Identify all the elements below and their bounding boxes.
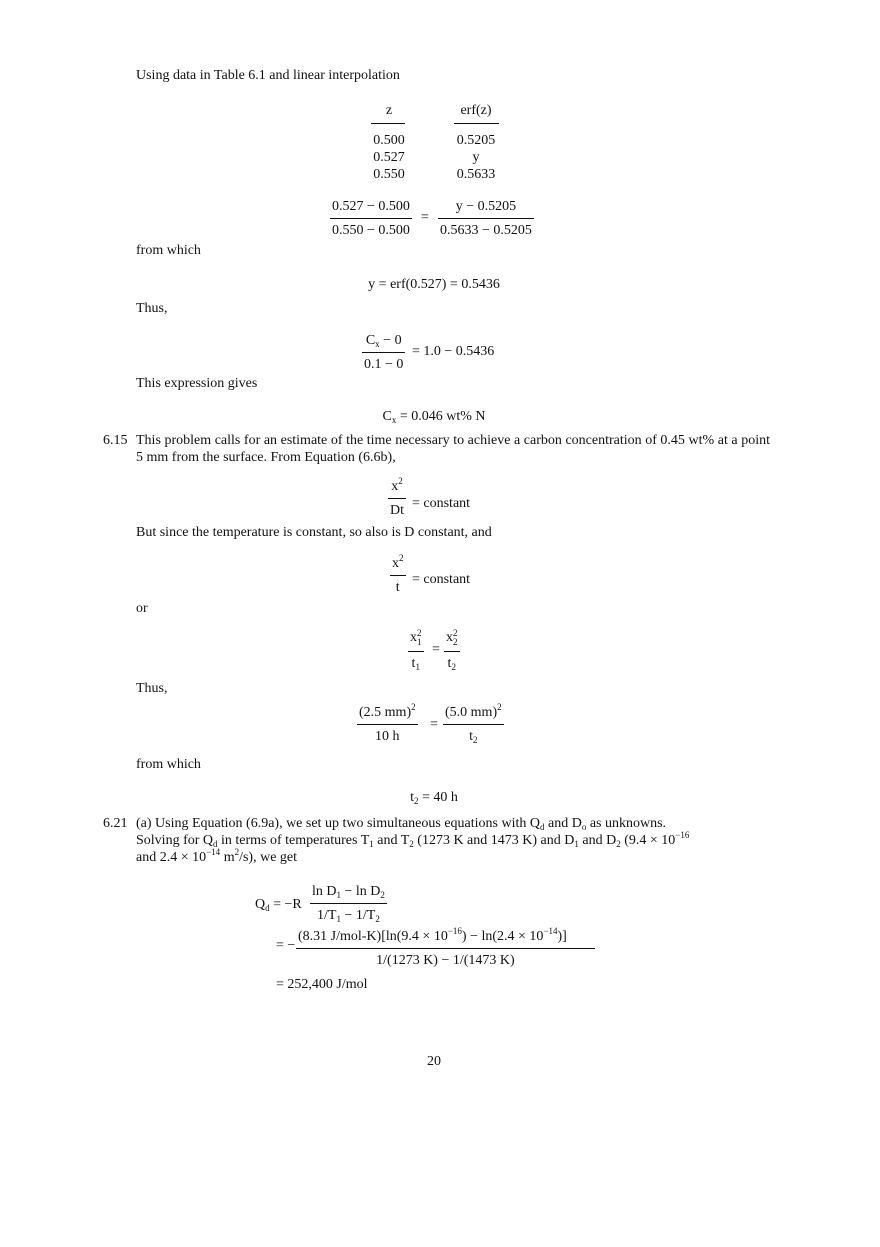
interp-rhs-fraction: $\frac{y - 0.5205}{0.5633 - 0.5205}$ [440, 199, 532, 238]
table-header-z: z [385, 103, 393, 118]
intro-text: Using data in Table 6.1 and linear interpolation [136, 68, 400, 83]
erf-result: y = erf(0.527) = 0.5436 [368, 277, 500, 292]
eq1-fraction: $\frac{x^2}{Dt}$ [390, 476, 404, 518]
qd-fraction-2: (8.31 $J/mol-K)[\ln(9.4 \times 10^{-16}) - \ln(2.4 \times 10^{-14})]$ 1/(1273 K) − 1/(1473 K) [296, 930, 595, 968]
but-since-text: But since the temperature is constant, so also is D constant, and [136, 525, 492, 540]
eq1-rhs: = constant [412, 496, 471, 511]
page-number: 20 [427, 1054, 441, 1069]
table-cell: y [472, 150, 480, 165]
table-cell: 0.500 [373, 133, 405, 148]
qd-eq2-prefix: = − [276, 938, 296, 953]
eq3-equals: = [432, 642, 440, 657]
interp-equals: = [421, 210, 429, 225]
problem-6-21-line-2: Solving for $Q_d$ in terms of temperatures $T_1$ and $T_2$ (1273 K and 1473 K) and $D_1$ and $D_2$ ($9.4 \times 10^{-16}$ [136, 830, 690, 849]
expression-gives-text: This expression gives [136, 376, 258, 391]
eq2-rhs: = constant [412, 572, 471, 587]
table-cell: 0.527 [373, 150, 405, 165]
eq4-equals: = [430, 717, 438, 732]
cx-rhs: = 1.0 − 0.5436 [412, 344, 495, 359]
eq4-lhs-fraction: $\frac{(2.5 mm)^2}{10 h}$ [359, 702, 416, 744]
problem-6-15-text: This problem calls for an estimate of the time necessary to achieve a carbon concentration of 0.45 wt% at a point 5 mm from the surface. From Equation (6.6b), [136, 433, 770, 465]
table-cell: 0.5205 [456, 133, 496, 148]
table-cell: 0.550 [373, 167, 405, 182]
cx-fraction: $\frac{C_x - 0}{0.1 - 0}$ [364, 333, 404, 372]
table-rule-erf [454, 123, 499, 124]
from-which-text-2: from which [136, 757, 201, 772]
interp-lhs-fraction: $\frac{0.527 - 0.500}{0.550 - 0.500}$ [332, 199, 410, 238]
qd-result: = 252,400 J/mol [276, 977, 368, 992]
eq2-fraction: $\frac{x^2}{t}$ [392, 553, 404, 595]
qd-lhs: $Q_d = -R$ [255, 897, 302, 913]
table-rule-z [371, 123, 405, 124]
problem-number-6-21: 6.21 [103, 816, 128, 831]
from-which-text: from which [136, 243, 201, 258]
problem-6-21-line-1: (a) Using Equation (6.9a), we set up two simultaneous equations with $Q_d$ and $D_o$ as unknowns. [136, 816, 667, 832]
problem-number-6-15: 6.15 [103, 433, 128, 448]
eq4-rhs-fraction: $\frac{(5.0 mm)^2}{t_2}$ [445, 702, 502, 745]
eq3-lhs-fraction: x 2 1 $t_1$ [410, 628, 422, 672]
thus-text: Thus, [136, 301, 168, 316]
qd-fraction-1: $\frac{\ln D_1 - \ln D_2}{1/T_1 - 1/T_2}$ [312, 884, 385, 924]
or-text: or [136, 601, 148, 616]
eq3-rhs-fraction: x 2 2 $t_2$ [446, 628, 458, 672]
table-cell: 0.5633 [456, 167, 496, 182]
cx-result: $C_x = 0.046$ wt% N [382, 409, 486, 425]
t2-result: $t_2 = 40$ h [410, 790, 458, 806]
thus-text-2: Thus, [136, 681, 168, 696]
problem-6-21-line-3: and $2.4 \times 10^{-14}$ $m^2/s$), we get [136, 847, 298, 865]
table-header-erf: erf(z) [460, 103, 492, 118]
